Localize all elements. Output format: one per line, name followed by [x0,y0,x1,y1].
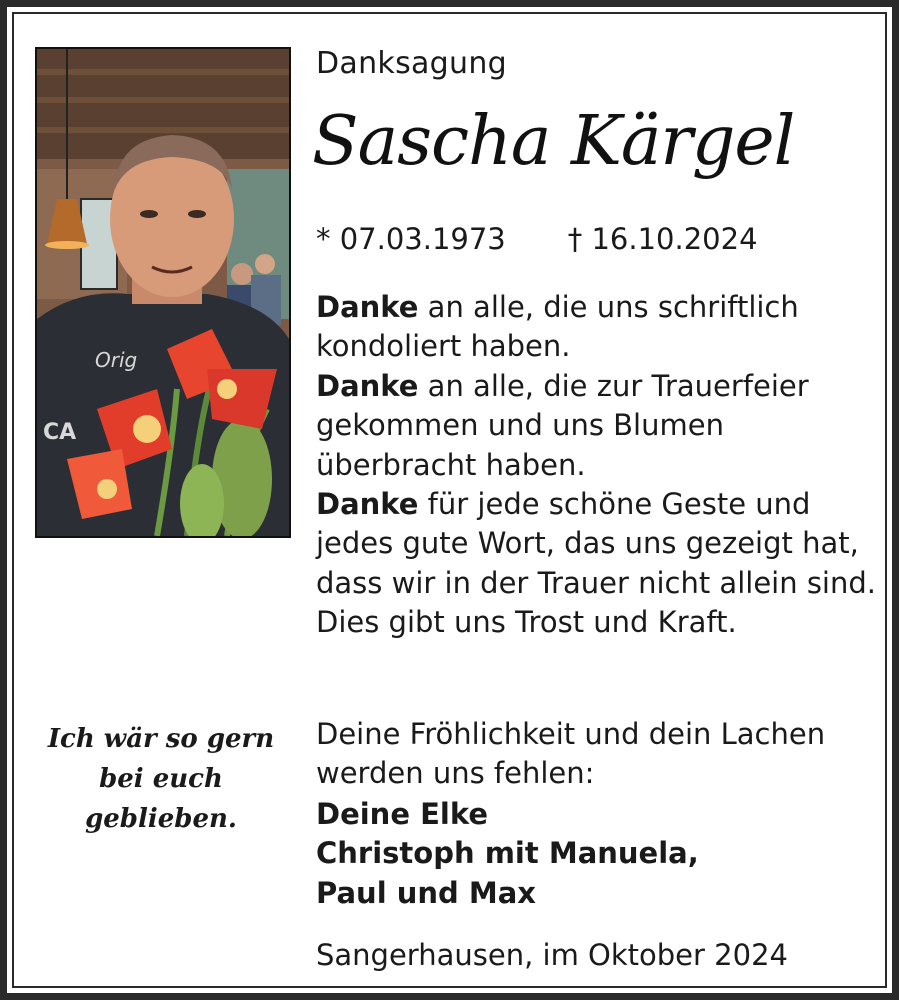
thanks-keyword: Danke [316,368,419,403]
thanks-paragraph [316,367,876,485]
closing-text: Deine Fröhlichkeit und dein Lachen werden uns fehlen: [316,717,826,791]
place-and-date: Sangerhausen, im Oktober 2024 [316,938,788,972]
birth-date: * 07.03.1973 [316,222,506,256]
quote-line: Ich wär so gern [47,724,275,754]
life-dates [316,222,758,256]
svg-text:Orig: Orig [95,348,138,372]
quote-line: bei euch [99,764,223,794]
thanks-text [316,288,876,643]
thanks-sentence: an alle, die uns schriftlich kondoliert haben. [316,290,799,364]
farewell-quote [40,719,282,839]
signers [316,795,876,913]
thanks-keyword: Danke [316,290,419,324]
thanks-sentence: an alle, die zur Trauerfeier gekommen und uns Blumen überbracht haben. [316,368,809,482]
portrait-photo [35,47,291,538]
thanks-paragraph [316,485,876,603]
signer-line: Paul und Max [316,875,537,910]
quote-line: geblieben. [85,804,237,834]
thanks-keyword: Danke [316,487,419,522]
portrait-illustration [37,49,289,536]
death-date: † 16.10.2024 [567,222,758,256]
signer-line: Deine Elke [316,797,489,831]
signer-line: Christoph mit Manuela, [316,836,699,871]
comfort-line: Dies gibt uns Trost und Kraft. [316,605,737,640]
deceased-name: Sascha Kärgel [312,102,795,181]
heading-danksagung: Danksagung [316,46,507,81]
thanks-sentence: für jede schöne Geste und jedes gute Wort, das uns gezeigt hat, dass wir in der Trauer nicht allein sind. [316,487,876,600]
svg-text:CA: CA [43,420,77,445]
thanks-paragraph [316,288,876,367]
